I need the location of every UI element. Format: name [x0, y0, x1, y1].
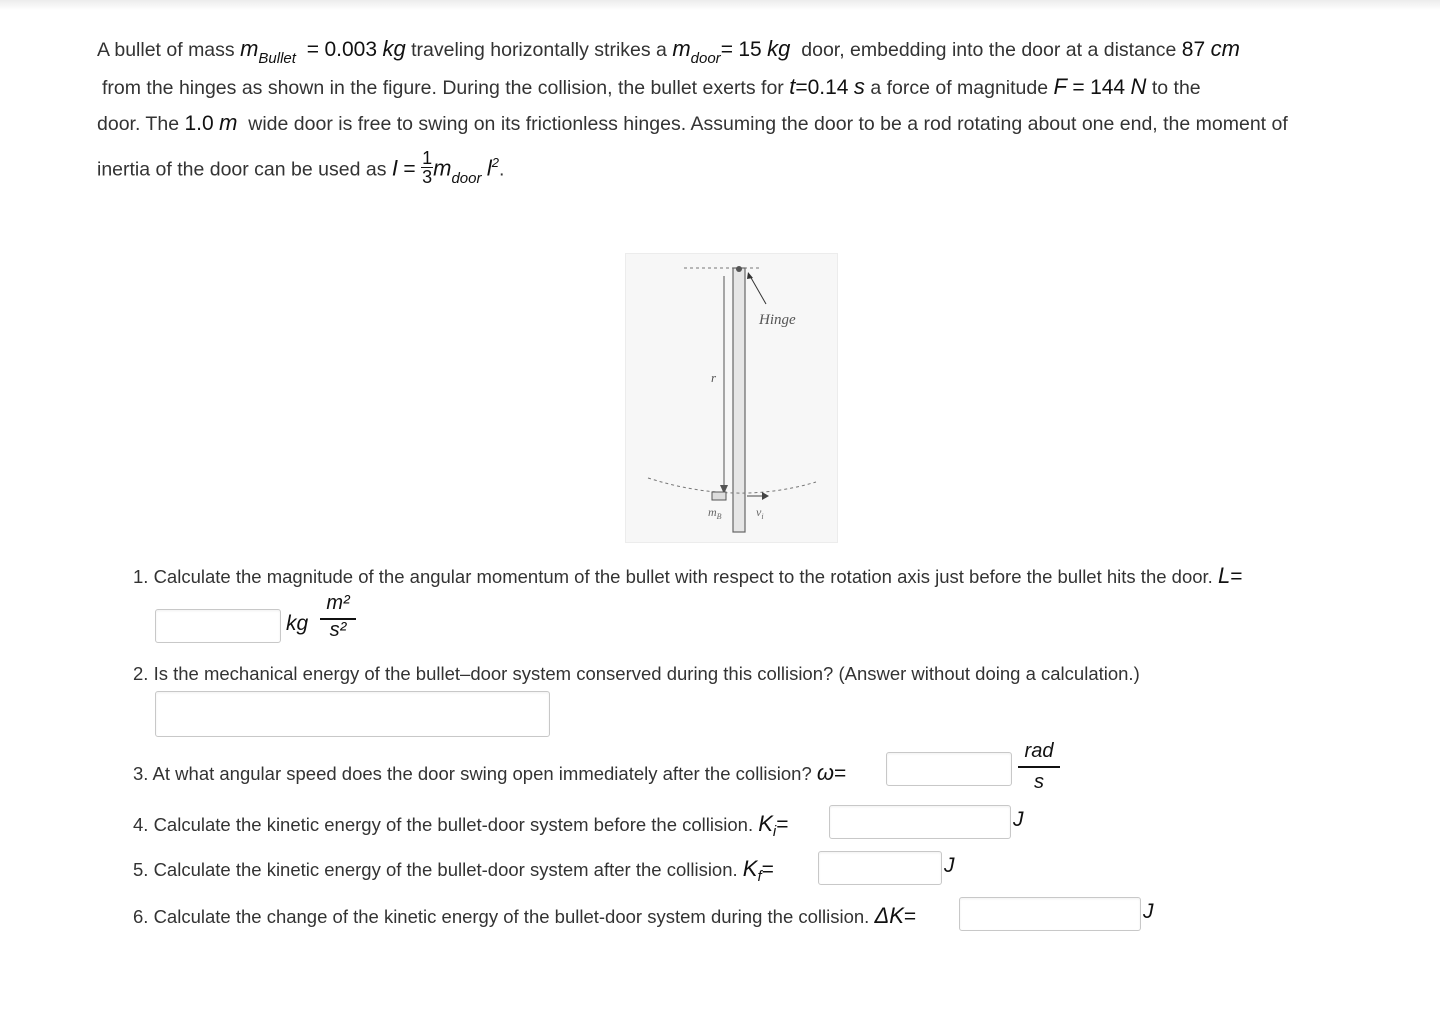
length-symbol: l: [486, 155, 492, 181]
inertia-symbol: I: [391, 155, 398, 181]
one-third-fraction: [421, 149, 433, 186]
question-5-variable: K: [742, 856, 758, 881]
swing-arc: [648, 478, 816, 493]
question-5-text: 5. Calculate the kinetic energy of the bullet-door system after the collision.: [133, 859, 738, 880]
question-2: [133, 663, 1140, 685]
text-segment: inertia of the door can be used as: [97, 158, 387, 181]
door-diagram: [626, 254, 839, 544]
door-figure: [625, 253, 838, 543]
N-unit: N: [1130, 74, 1147, 99]
answer-4-unit: J: [1013, 808, 1024, 831]
hinge-pointer-head: [747, 272, 753, 279]
door-mass-value: 15: [738, 38, 762, 61]
mass-symbol: m: [240, 36, 259, 61]
question-2-text: 2. Is the mechanical energy of the bullet–door system conserved during this collision? (Answer without doing a calculation.): [133, 663, 1140, 684]
text-segment: door. The: [97, 113, 180, 135]
bullet-mass-label: $m_B$: [708, 505, 722, 521]
door-subscript: door: [690, 50, 721, 67]
time-symbol: t: [789, 74, 796, 99]
kg-unit: kg: [767, 36, 791, 61]
question-4-subscript: i: [772, 823, 777, 840]
text-segment: door, embedding into the door at a distance: [801, 39, 1177, 61]
answer-6-input[interactable]: [959, 897, 1141, 931]
text-segment: a force of magnitude: [870, 77, 1049, 99]
problem-line-4: [97, 148, 505, 189]
question-6-variable: ΔK: [874, 903, 904, 928]
fraction-bar: [1018, 766, 1060, 768]
unit-denominator: s²: [329, 618, 347, 641]
question-6: [133, 903, 916, 929]
fraction-denominator: 3: [422, 167, 433, 187]
period: .: [499, 158, 505, 181]
question-1-variable: L: [1217, 563, 1231, 588]
door-width-value: 1.0: [184, 112, 214, 135]
text-segment: wide door is free to swing on its frictionless hinges. Assuming the door to be a rod rotating about one end, the moment of: [248, 113, 1288, 135]
text-segment: from the hinges as shown in the figure. During the collision, the bullet exerts for: [102, 77, 784, 99]
problem-line-2: [102, 74, 1201, 100]
answer-1-input[interactable]: [155, 609, 281, 643]
equals-sign: =: [403, 157, 416, 181]
answer-3-unit-fraction: [1018, 740, 1060, 794]
exponent: 2: [491, 154, 500, 170]
equals-sign: =: [834, 762, 847, 785]
answer-1-unit-kg: kg: [286, 612, 309, 635]
question-5-subscript: f: [757, 868, 762, 885]
equals-sign: =: [306, 38, 320, 61]
mass-symbol: m: [672, 36, 691, 61]
bullet-shape: [712, 492, 726, 500]
answer-5-unit: J: [944, 854, 955, 877]
velocity-label: $v_i$: [756, 505, 764, 521]
unit-numerator: m²: [326, 592, 350, 614]
hinge-label: Hinge: [759, 312, 796, 328]
equals-sign: =: [761, 858, 774, 881]
r-label: r: [711, 370, 717, 385]
question-3: [133, 760, 846, 786]
answer-5-input[interactable]: [818, 851, 942, 885]
hinge-pointer: [750, 276, 766, 304]
force-symbol: F: [1053, 74, 1067, 99]
equals-sign: =: [1230, 565, 1243, 588]
text-segment: traveling horizontally strikes a: [411, 39, 667, 61]
hinge-dot: [736, 266, 742, 272]
force-value: 144: [1090, 76, 1126, 99]
question-4: [133, 811, 789, 840]
door-rod: [733, 268, 745, 532]
question-5: [133, 856, 774, 885]
unit-denominator: s: [1034, 770, 1044, 793]
cm-unit: cm: [1210, 36, 1240, 61]
problem-line-1: [97, 36, 1240, 67]
question-3-variable: ω: [816, 760, 835, 785]
unit-numerator: rad: [1024, 740, 1054, 762]
answer-2-input[interactable]: [155, 691, 550, 737]
equals-sign: =: [795, 76, 808, 99]
question-1: [133, 563, 1242, 589]
text-segment: to the: [1151, 77, 1201, 99]
door-subscript: door: [451, 169, 482, 187]
distance-value: 87: [1181, 38, 1206, 61]
answer-6-unit: J: [1143, 900, 1154, 923]
top-shadow: [0, 0, 1440, 10]
time-value: 0.14: [807, 76, 849, 99]
mass-symbol: m: [433, 155, 452, 181]
equals-sign: =: [903, 905, 917, 928]
question-6-text: 6. Calculate the change of the kinetic energy of the bullet-door system during the collision.: [133, 906, 870, 927]
bullet-mass-value: 0.003: [324, 38, 378, 61]
equals-sign: =: [1072, 76, 1085, 99]
answer-3-input[interactable]: [886, 752, 1012, 786]
question-1-text: 1. Calculate the magnitude of the angular momentum of the bullet with respect to the rotation axis just before the bullet hits the door.: [133, 566, 1213, 587]
kg-unit: kg: [382, 36, 406, 61]
question-3-text: 3. At what angular speed does the door swing open immediately after the collision?: [133, 763, 812, 784]
fraction-numerator: 1: [422, 148, 433, 168]
answer-4-input[interactable]: [829, 805, 1011, 839]
question-4-text: 4. Calculate the kinetic energy of the bullet-door system before the collision.: [133, 814, 754, 835]
equals-sign: =: [720, 38, 733, 61]
bullet-subscript: Bullet: [258, 50, 296, 67]
question-4-variable: K: [758, 811, 773, 836]
problem-line-3: [97, 110, 1288, 136]
text-segment: A bullet of mass: [97, 39, 235, 61]
answer-1-unit-fraction: [320, 592, 356, 642]
m-unit: m: [219, 110, 238, 135]
equals-sign: =: [776, 813, 789, 836]
velocity-arrowhead: [762, 492, 769, 500]
s-unit: s: [853, 74, 865, 99]
